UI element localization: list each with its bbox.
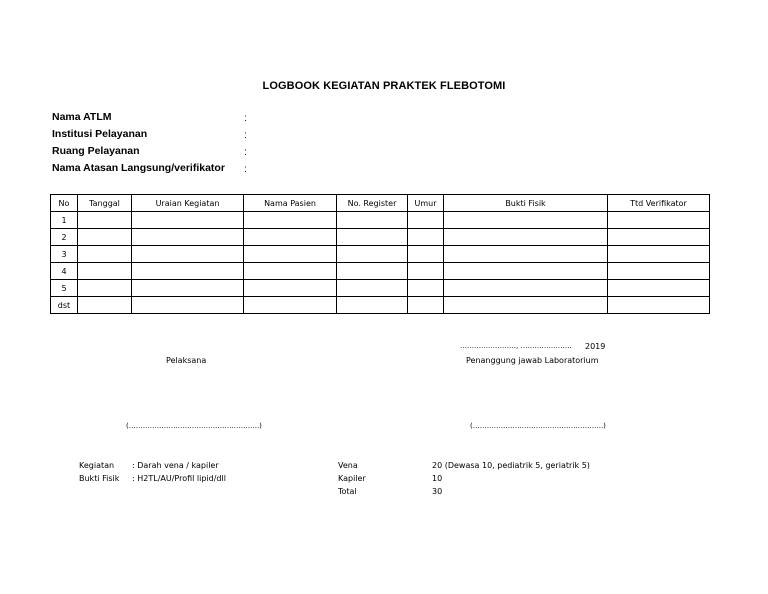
field-label-nama-atlm: Nama ATLM [52, 111, 112, 123]
row-number: 4 [51, 263, 78, 280]
cell-uraian[interactable] [132, 246, 244, 263]
note-total-label: Total [338, 487, 357, 496]
row-number: 2 [51, 229, 78, 246]
note-kapiler-value: 10 [432, 474, 443, 483]
date-year: 2019 [585, 342, 606, 351]
cell-ttd[interactable] [608, 212, 710, 229]
cell-no-register[interactable] [337, 263, 408, 280]
cell-uraian[interactable] [132, 263, 244, 280]
cell-uraian[interactable] [132, 229, 244, 246]
cell-nama-pasien[interactable] [244, 246, 337, 263]
cell-bukti-fisik[interactable] [444, 263, 608, 280]
header-no-register: No. Register [337, 195, 408, 212]
field-colon-nama-atlm: : [244, 113, 247, 124]
signature-label-pelaksana: Pelaksana [166, 356, 207, 365]
cell-ttd[interactable] [608, 297, 710, 314]
note-kapiler-label: Kapiler [338, 474, 366, 483]
cell-tanggal[interactable] [78, 229, 132, 246]
cell-ttd[interactable] [608, 246, 710, 263]
table-row [51, 263, 710, 280]
cell-bukti-fisik[interactable] [444, 280, 608, 297]
cell-uraian[interactable] [132, 212, 244, 229]
field-colon-ruang: : [244, 147, 247, 158]
table-row [51, 297, 710, 314]
note-total-value: 30 [432, 487, 443, 496]
cell-ttd[interactable] [608, 280, 710, 297]
cell-tanggal[interactable] [78, 280, 132, 297]
cell-tanggal[interactable] [78, 297, 132, 314]
cell-nama-pasien[interactable] [244, 297, 337, 314]
cell-umur[interactable] [408, 229, 444, 246]
field-label-institusi: Institusi Pelayanan [52, 128, 148, 140]
note-vena-label: Vena [338, 461, 358, 470]
row-number: 3 [51, 246, 78, 263]
field-colon-atasan: : [244, 164, 247, 175]
header-uraian-kegiatan: Uraian Kegiatan [132, 195, 244, 212]
cell-nama-pasien[interactable] [244, 263, 337, 280]
table-row [51, 246, 710, 263]
cell-tanggal[interactable] [78, 246, 132, 263]
cell-ttd[interactable] [608, 263, 710, 280]
header-tanggal: Tanggal [78, 195, 132, 212]
cell-uraian[interactable] [132, 280, 244, 297]
cell-no-register[interactable] [337, 297, 408, 314]
cell-umur[interactable] [408, 263, 444, 280]
field-label-ruang: Ruang Pelayanan [52, 145, 140, 157]
table-row [51, 212, 710, 229]
header-umur: Umur [408, 195, 444, 212]
row-number: 1 [51, 212, 78, 229]
cell-no-register[interactable] [337, 229, 408, 246]
row-number: 5 [51, 280, 78, 297]
note-kegiatan-value: : Darah vena / kapiler [132, 461, 219, 470]
cell-umur[interactable] [408, 280, 444, 297]
cell-ttd[interactable] [608, 229, 710, 246]
cell-nama-pasien[interactable] [244, 280, 337, 297]
field-colon-institusi: : [244, 130, 247, 141]
note-bukti-label: Bukti Fisik [79, 474, 120, 483]
header-no: No [51, 195, 78, 212]
cell-tanggal[interactable] [78, 263, 132, 280]
document-title: LOGBOOK KEGIATAN PRAKTEK FLEBOTOMI [262, 80, 506, 92]
cell-umur[interactable] [408, 246, 444, 263]
date-blank-line: ……………………, …………………. [460, 342, 572, 350]
note-bukti-value: : H2TL/AU/Profil lipid/dll [132, 474, 226, 483]
cell-uraian[interactable] [132, 297, 244, 314]
cell-tanggal[interactable] [78, 212, 132, 229]
cell-no-register[interactable] [337, 280, 408, 297]
field-label-atasan: Nama Atasan Langsung/verifikator [52, 162, 225, 174]
cell-umur[interactable] [408, 212, 444, 229]
cell-no-register[interactable] [337, 212, 408, 229]
cell-bukti-fisik[interactable] [444, 212, 608, 229]
cell-nama-pasien[interactable] [244, 212, 337, 229]
note-kegiatan-label: Kegiatan [79, 461, 115, 470]
header-nama-pasien: Nama Pasien [244, 195, 337, 212]
row-number: dst [51, 297, 78, 314]
cell-bukti-fisik[interactable] [444, 229, 608, 246]
cell-bukti-fisik[interactable] [444, 246, 608, 263]
signature-label-penanggung-jawab: Penanggung jawab Laboratorium [466, 356, 599, 365]
table-row [51, 229, 710, 246]
cell-nama-pasien[interactable] [244, 229, 337, 246]
signature-line-penanggung-jawab: (………………………………………………..) [470, 422, 606, 430]
header-ttd-verifikator: Ttd Verifikator [608, 195, 710, 212]
cell-no-register[interactable] [337, 246, 408, 263]
cell-umur[interactable] [408, 297, 444, 314]
table-row [51, 280, 710, 297]
cell-bukti-fisik[interactable] [444, 297, 608, 314]
note-vena-value: 20 (Dewasa 10, pediatrik 5, geriatrik 5) [432, 461, 590, 470]
header-bukti-fisik: Bukti Fisik [444, 195, 608, 212]
signature-line-pelaksana: (………………………………………………..) [126, 422, 262, 430]
table-header-row [51, 195, 710, 212]
logbook-table [50, 194, 710, 314]
